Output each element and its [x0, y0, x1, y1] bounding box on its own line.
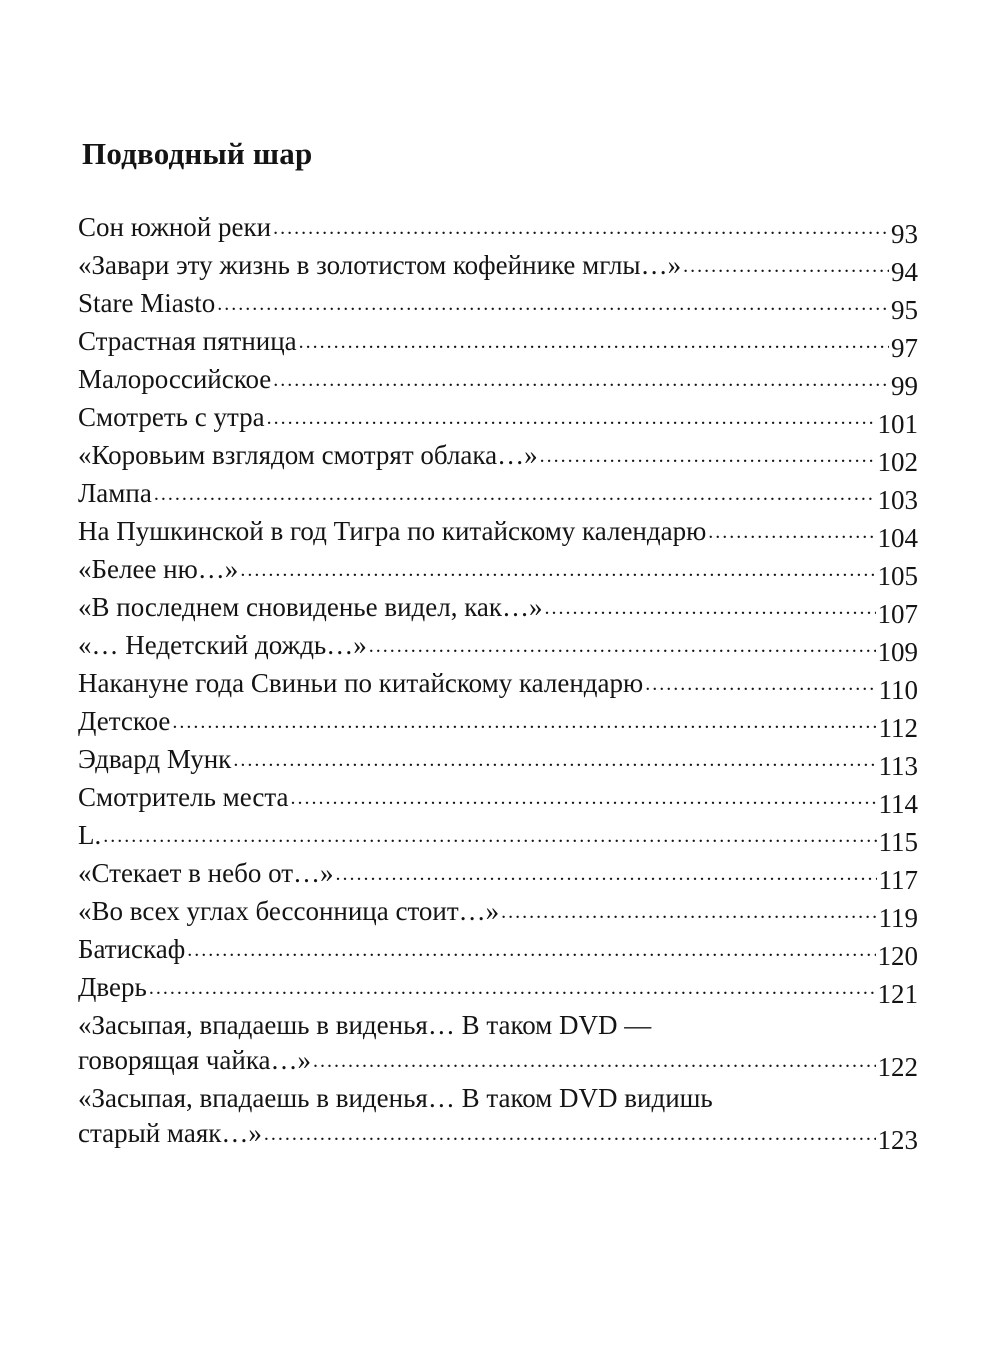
table-of-contents	[78, 210, 918, 1154]
toc-entry-row	[78, 400, 918, 438]
toc-entry-row	[78, 324, 918, 362]
toc-entry	[78, 856, 918, 894]
toc-entry	[78, 514, 918, 552]
toc-entry-page-number: 113	[878, 751, 918, 781]
toc-entry-title: L.	[78, 820, 102, 850]
dot-leader	[501, 892, 876, 930]
toc-entry-title: «Коровьим взглядом смотрят облака…»	[78, 440, 538, 470]
toc-entry	[78, 704, 918, 742]
toc-entry-page-number: 112	[878, 713, 918, 743]
toc-entry	[78, 210, 918, 248]
toc-entry-title: Сон южной реки	[78, 212, 272, 242]
toc-entry-page-number: 97	[891, 333, 918, 363]
toc-entry-page-number: 110	[878, 675, 918, 705]
dot-leader	[645, 664, 876, 702]
toc-entry-page-number: 115	[878, 827, 918, 857]
dot-leader	[336, 854, 877, 892]
toc-entry-title: Малороссийское	[78, 364, 272, 394]
toc-entry	[78, 1081, 918, 1154]
toc-entry-row	[78, 932, 918, 970]
dot-leader	[545, 588, 876, 626]
toc-entry-title: говорящая чайка…»	[78, 1045, 312, 1075]
dot-leader	[172, 702, 876, 740]
toc-entry-page-number: 123	[877, 1125, 918, 1155]
toc-entry-title: Смотреть с утра	[78, 402, 265, 432]
toc-entry-row	[78, 362, 918, 400]
toc-entry-page-number: 94	[891, 257, 918, 287]
toc-entry-page-number: 99	[891, 371, 918, 401]
section-title: Подводный шар	[82, 136, 313, 171]
toc-entry-title-line: «Засыпая, впадаешь в виденья… В таком DVD —	[78, 1010, 652, 1040]
toc-entry	[78, 400, 918, 438]
toc-entry-page-number: 114	[878, 789, 918, 819]
toc-entry-title: На Пушкинской в год Тигра по китайскому календарю	[78, 516, 707, 546]
toc-entry-title: Накануне года Свиньи по китайскому календарю	[78, 668, 644, 698]
toc-entry	[78, 438, 918, 476]
toc-entry-row	[78, 818, 918, 856]
toc-entry-title: Дверь	[78, 972, 147, 1002]
toc-entry-page-number: 105	[877, 561, 918, 591]
toc-entry-page-number: 103	[877, 485, 918, 515]
toc-entry	[78, 666, 918, 704]
toc-entry-title: Смотритель места	[78, 782, 289, 812]
dot-leader	[217, 284, 889, 322]
toc-entry	[78, 476, 918, 514]
toc-entry-row	[78, 704, 918, 742]
dot-leader	[154, 474, 876, 512]
toc-entry-page-number: 101	[877, 409, 918, 439]
dot-leader	[187, 930, 875, 968]
toc-entry-title: Детское	[78, 706, 171, 736]
toc-entry-row	[78, 742, 918, 780]
toc-entry	[78, 742, 918, 780]
dot-leader	[240, 550, 875, 588]
toc-entry-title: «Во всех углах бессонница стоит…»	[78, 896, 500, 926]
dot-leader	[369, 626, 876, 664]
toc-entry	[78, 590, 918, 628]
dot-leader	[267, 398, 876, 436]
toc-entry-title-line: «Засыпая, впадаешь в виденья… В таком DVD видишь	[78, 1083, 713, 1113]
dot-leader	[683, 246, 889, 284]
toc-entry-row	[78, 856, 918, 894]
dot-leader	[299, 322, 889, 360]
toc-entry	[78, 818, 918, 856]
toc-entry-row	[78, 438, 918, 476]
toc-entry-row	[78, 1043, 918, 1081]
toc-entry-title: «В последнем сновиденье видел, как…»	[78, 592, 543, 622]
dot-leader	[540, 436, 876, 474]
toc-entry-page-number: 109	[877, 637, 918, 667]
toc-entry-title: «Стекает в небо от…»	[78, 858, 334, 888]
toc-entry-row	[78, 514, 918, 552]
toc-entry-page-number: 119	[878, 903, 918, 933]
toc-entry-title: Stare Miasto	[78, 288, 216, 318]
toc-entry-title: «Белее ню…»	[78, 554, 239, 584]
toc-entry-row	[78, 1116, 918, 1154]
toc-entry-title: Лампа	[78, 478, 152, 508]
toc-entry-page-number: 117	[878, 865, 918, 895]
dot-leader	[149, 968, 876, 1006]
toc-entry-title: «Завари эту жизнь в золотистом кофейнике мглы…»	[78, 250, 682, 280]
toc-entry	[78, 628, 918, 666]
dot-leader	[708, 512, 875, 550]
toc-entry	[78, 970, 918, 1008]
toc-entry-page-number: 121	[877, 979, 918, 1009]
toc-entry	[78, 324, 918, 362]
dot-leader	[290, 778, 876, 816]
toc-entry-title: старый маяк…»	[78, 1118, 262, 1148]
toc-entry-page-number: 120	[877, 941, 918, 971]
toc-entry-row	[78, 628, 918, 666]
toc-entry-page-number: 95	[891, 295, 918, 325]
dot-leader	[103, 816, 876, 854]
toc-entry	[78, 780, 918, 818]
dot-leader	[233, 740, 876, 778]
toc-entry-page-number: 107	[877, 599, 918, 629]
toc-entry-row	[78, 210, 918, 248]
toc-entry-row	[78, 248, 918, 286]
toc-entry-row	[78, 970, 918, 1008]
dot-leader	[273, 360, 889, 398]
toc-entry	[78, 894, 918, 932]
toc-entry-page-number: 93	[891, 219, 918, 249]
toc-entry-title: Эдвард Мунк	[78, 744, 232, 774]
toc-entry-row	[78, 894, 918, 932]
toc-entry-page-number: 122	[877, 1052, 918, 1082]
toc-entry-row	[78, 552, 918, 590]
toc-entry	[78, 286, 918, 324]
dot-leader	[264, 1114, 876, 1152]
toc-entry	[78, 552, 918, 590]
toc-entry	[78, 1008, 918, 1081]
toc-entry-title: «… Недетский дождь…»	[78, 630, 367, 660]
dot-leader	[273, 208, 889, 246]
toc-entry-title: Батискаф	[78, 934, 186, 964]
toc-entry-row	[78, 476, 918, 514]
toc-entry	[78, 932, 918, 970]
toc-entry-page-number: 102	[877, 447, 918, 477]
toc-entry-row	[78, 666, 918, 704]
toc-entry	[78, 248, 918, 286]
toc-entry-row	[78, 780, 918, 818]
toc-entry-row	[78, 286, 918, 324]
toc-entry	[78, 362, 918, 400]
toc-entry-row	[78, 590, 918, 628]
toc-entry-title: Страстная пятница	[78, 326, 297, 356]
dot-leader	[313, 1041, 875, 1079]
toc-entry-page-number: 104	[877, 523, 918, 553]
